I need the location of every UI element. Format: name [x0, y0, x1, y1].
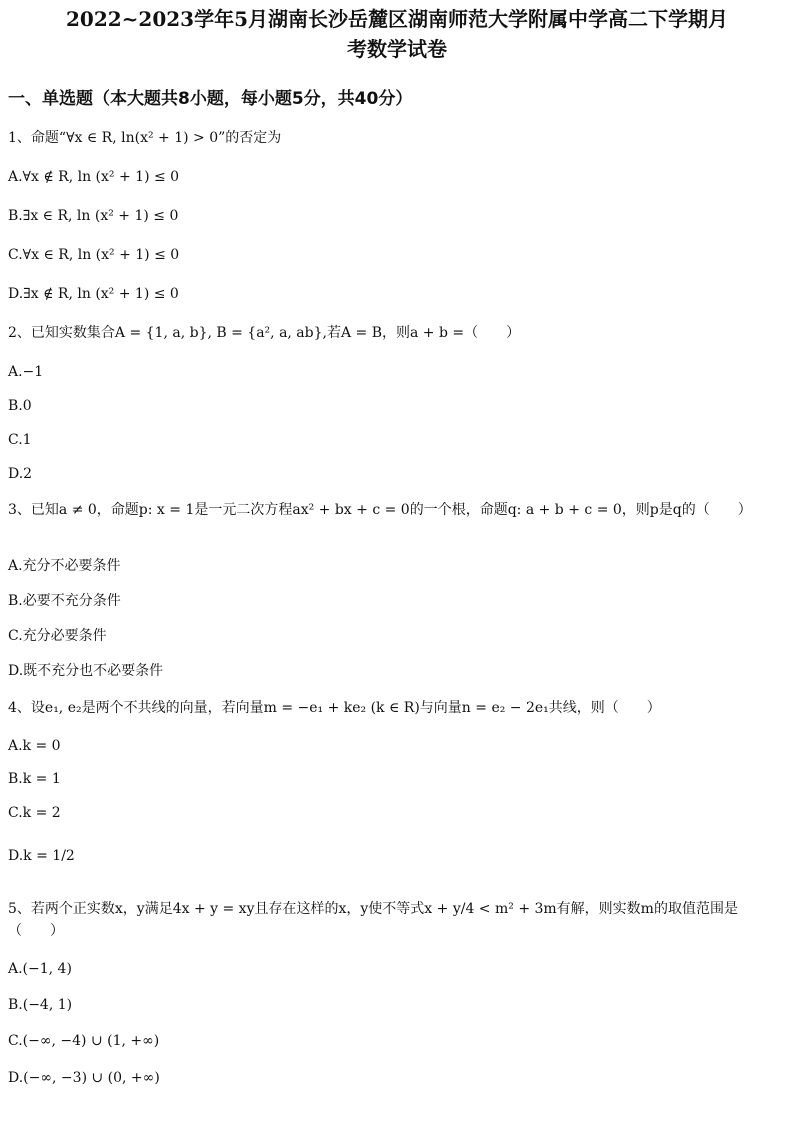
question-1-stem: 1、命题“∀x ∈ R, ln(x² + 1) > 0”的否定为	[8, 130, 282, 146]
question-3-option-c: C.充分必要条件	[8, 628, 107, 644]
question-3-option-d: D.既不充分也不必要条件	[8, 663, 164, 679]
question-4-option-b: B.k = 1	[8, 771, 61, 787]
question-4-option-a: A.k = 0	[8, 738, 61, 754]
question-2-option-c: C.1	[8, 432, 32, 448]
question-4-option-c: C.k = 2	[8, 805, 61, 821]
question-5-option-b: B.(−4, 1)	[8, 997, 73, 1013]
question-5-option-a: A.(−1, 4)	[8, 961, 72, 977]
question-1-option-c: C.∀x ∈ R, ln (x² + 1) ≤ 0	[8, 247, 180, 263]
question-1-option-b: B.∃x ∈ R, ln (x² + 1) ≤ 0	[8, 208, 179, 224]
question-4-stem: 4、设e₁, e₂是两个不共线的向量，若向量m = −e₁ + ke₂ (k ∈ R)与向量n = e₂ − 2e₁共线，则（ ）	[8, 700, 661, 716]
question-1-option-d: D.∃x ∉ R, ln (x² + 1) ≤ 0	[8, 286, 179, 302]
question-1-option-a: A.∀x ∉ R, ln (x² + 1) ≤ 0	[8, 169, 180, 185]
question-2-stem: 2、已知实数集合A = {1, a, b}, B = {a², a, ab},若A = B，则a + b =（ ）	[8, 325, 521, 341]
question-5-option-d: D.(−∞, −3) ∪ (0, +∞)	[8, 1070, 160, 1086]
question-3-option-b: B.必要不充分条件	[8, 593, 121, 609]
exam-title-line-1: 2022~2023学年5月湖南长沙岳麓区湖南师范大学附属中学高二下学期月	[65, 7, 728, 31]
section-heading: 一、单选题（本大题共8小题，每小题5分，共40分）	[8, 89, 413, 109]
question-4-option-d: D.k = 1/2	[8, 848, 75, 864]
question-5-option-c: C.(−∞, −4) ∪ (1, +∞)	[8, 1033, 160, 1049]
question-3-stem: 3、已知a ≠ 0，命题p: x = 1是一元二次方程ax² + bx + c = 0的一个根，命题q: a + b + c = 0，则p是q的（ ）	[8, 502, 752, 518]
question-2-option-b: B.0	[8, 398, 32, 414]
question-2-option-a: A.−1	[8, 364, 44, 380]
question-2-option-d: D.2	[8, 466, 33, 482]
exam-title-line-2: 考数学试卷	[347, 37, 447, 61]
exam-title	[0, 4, 794, 64]
question-3-option-a: A.充分不必要条件	[8, 558, 121, 574]
question-5-stem: 5、若两个正实数x，y满足4x + y = xy且存在这样的x，y使不等式x + y/4 < m² + 3m有解，则实数m的取值范围是（ ）	[8, 901, 738, 939]
